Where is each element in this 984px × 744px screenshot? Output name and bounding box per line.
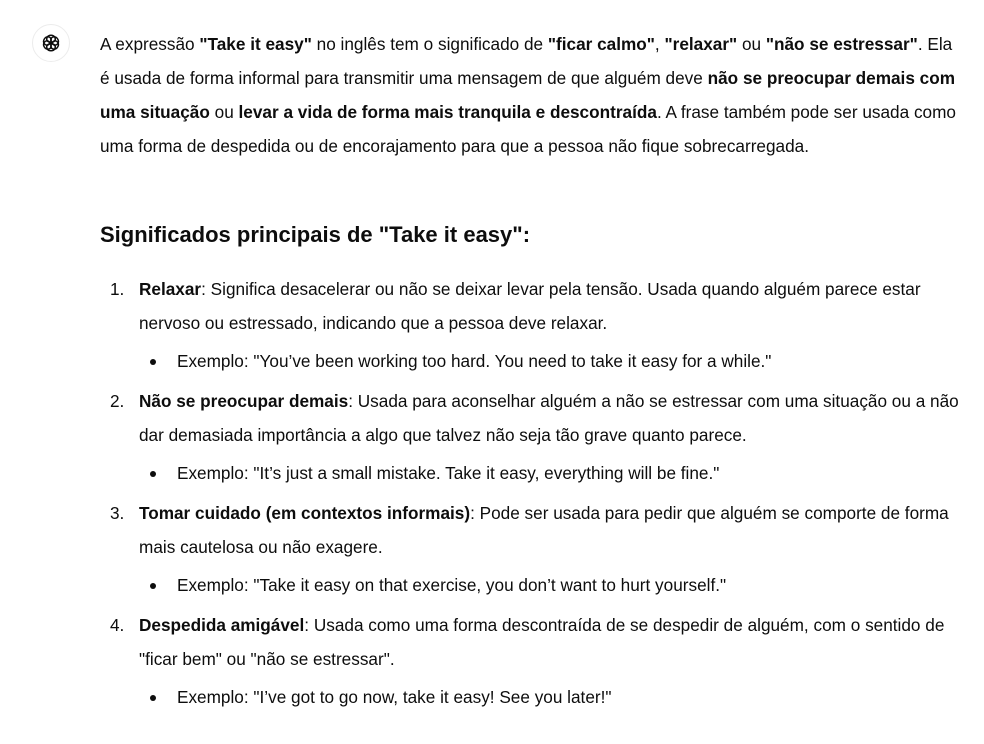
meaning-item <box>100 608 960 714</box>
example-list <box>139 456 960 490</box>
message-content <box>100 27 960 707</box>
example-list <box>139 568 960 602</box>
intro-bold-phrase: "ficar calmo" <box>547 34 655 54</box>
meaning-term: Tomar cuidado (em contextos informais) <box>139 503 471 523</box>
intro-text: . Ela é usada de forma informal para transmitir uma mensagem de que alguém deve <box>100 34 953 88</box>
intro-bold-phrase: não se preocupar demais com uma situação <box>100 68 956 122</box>
meaning-description: : Usada como uma forma descontraída de se despedir de alguém, com o sentido de "ficar bem" ou "não se estressar". <box>139 615 945 669</box>
intro-bold-phrase: "relaxar" <box>664 34 738 54</box>
meaning-term: Relaxar <box>139 279 202 299</box>
intro-text: ou <box>209 102 239 122</box>
assistant-avatar <box>32 24 70 62</box>
item-number: 2. <box>110 391 125 411</box>
item-number: 4. <box>110 615 125 635</box>
meaning-description: : Usada para aconselhar alguém a não se estressar com uma situação ou a não dar demasiada importância a algo que talvez não seja tão grave quanto parece. <box>139 391 959 445</box>
example-item: Exemplo: "Take it easy on that exercise, you don’t want to hurt yourself." <box>139 568 960 602</box>
intro-text: . A frase também pode ser usada como uma forma de despedida ou de encorajamento para que a pessoa não fique sobrecarregada. <box>100 102 956 156</box>
meaning-term: Não se preocupar demais <box>139 391 349 411</box>
meaning-item <box>100 384 960 490</box>
meaning-term: Despedida amigável <box>139 615 305 635</box>
intro-paragraph <box>100 27 960 163</box>
intro-bold-phrase: "não se estressar" <box>765 34 918 54</box>
intro-bold-phrase: levar a vida de forma mais tranquila e descontraída <box>238 102 657 122</box>
example-item: Exemplo: "It’s just a small mistake. Take it easy, everything will be fine." <box>139 456 960 490</box>
example-list <box>139 680 960 714</box>
intro-bold-phrase: "Take it easy" <box>199 34 312 54</box>
intro-text: no inglês tem o significado de <box>311 34 548 54</box>
example-list <box>139 344 960 378</box>
openai-logo-icon <box>40 32 62 54</box>
example-item: Exemplo: "I’ve got to go now, take it easy! See you later!" <box>139 680 960 714</box>
item-number: 1. <box>110 279 125 299</box>
item-number: 3. <box>110 503 125 523</box>
intro-text: A expressão <box>100 34 200 54</box>
section-heading: Significados principais de "Take it easy": <box>100 222 531 247</box>
intro-text: ou <box>737 34 766 54</box>
meaning-description: : Pode ser usada para pedir que alguém se comporte de forma mais cautelosa ou não exagere. <box>139 503 949 557</box>
intro-text: , <box>654 34 665 54</box>
meaning-item <box>100 496 960 602</box>
example-item: Exemplo: "You’ve been working too hard. You need to take it easy for a while." <box>139 344 960 378</box>
meaning-item <box>100 272 960 378</box>
meanings-list <box>100 272 960 720</box>
meaning-description: : Significa desacelerar ou não se deixar levar pela tensão. Usada quando alguém parece estar nervoso ou estressado, indicando que a pessoa deve relaxar. <box>139 279 921 333</box>
